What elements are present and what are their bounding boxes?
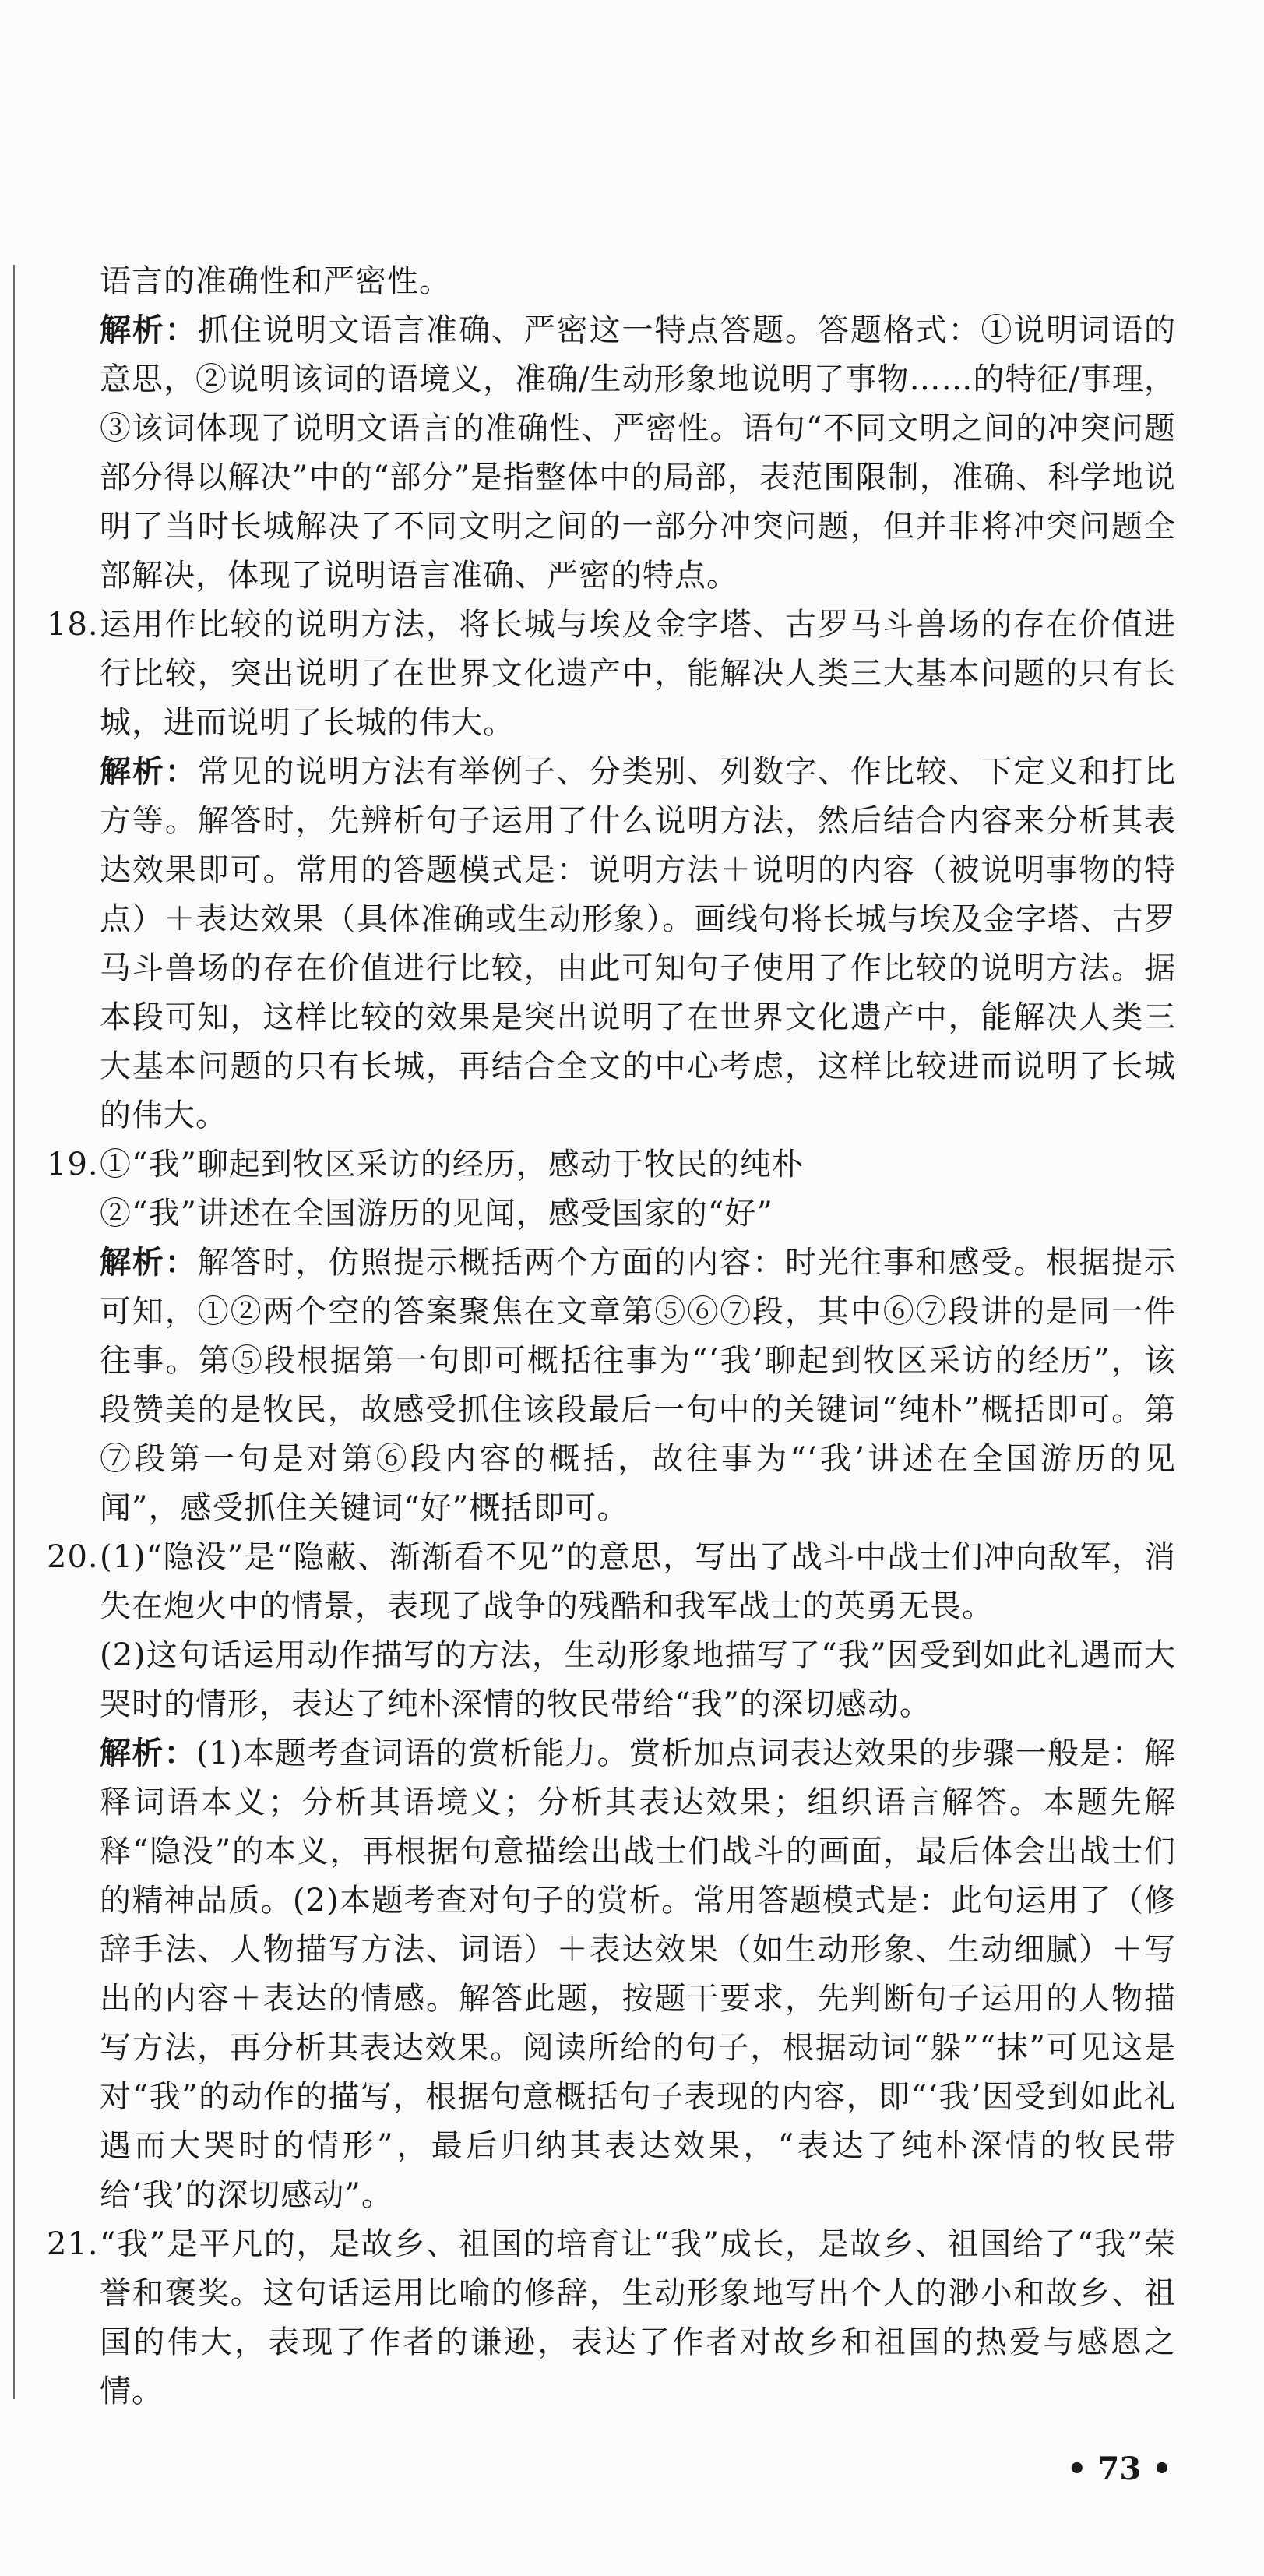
- answer-text: (2)这句话运用动作描写的方法，生动形象地描写了“我”因受到如此礼遇而大哭时的情形，表达了纯朴深情的牧民带给“我”的深切感动。: [100, 1637, 1176, 1722]
- answer-text: (1)“隐没”是“隐蔽、渐渐看不见”的意思，写出了战斗中战士们冲向敌军，消失在炮火中的情景，表现了战争的残酷和我军战士的英勇无畏。: [100, 1539, 1176, 1624]
- analysis-paragraph: [47, 1239, 1176, 1533]
- answer-text: ①“我”聊起到牧区采访的经历，感动于牧民的纯朴: [100, 1147, 804, 1182]
- analysis-label: 解析：: [100, 1245, 198, 1281]
- analysis-label: 解析：: [100, 1736, 196, 1771]
- analysis-text: 解答时，仿照提示概括两个方面的内容：时光往事和感受。根据提示可知，①②两个空的答案聚焦在文章第⑤⑥⑦段，其中⑥⑦段讲的是同一件往事。第⑤段根据第一句即可概括往事为“‘我’聊起到牧区采访的经历”，该段赞美的是牧民，故感受抓住该段最后一句中的关键词“纯朴”概括即可。第⑦段第一句是对第⑥段内容的概括，故往事为“‘我’讲述在全国游历的见闻”，感受抓住关键词“好”概括即可。: [100, 1245, 1176, 1526]
- intro-block: [47, 257, 1176, 601]
- answer-text: “我”是平凡的，是故乡、祖国的培育让“我”成长，是故乡、祖国给了“我”荣誉和褒奖。这句话运用比喻的修辞，生动形象地写出个人的渺小和故乡、祖国的伟大，表现了作者的谦逊，表达了作者对故乡和祖国的热爱与感恩之情。: [100, 2226, 1176, 2409]
- analysis-text: 抓住说明文语言准确、严密这一特点答题。答题格式：①说明词语的意思，②说明该词的语境义，准确/生动形象地说明了事物……的特征/事理，③该词体现了说明文语言的准确性、严密性。语句“不同文明之间的冲突问题部分得以解决”中的“部分”是指整体中的局部，表范围限制，准确、科学地说明了当时长城解决了不同文明之间的一部分冲突问题，但并非将冲突问题全部解决，体现了说明语言准确、严密的特点。: [100, 312, 1176, 594]
- analysis-paragraph: [47, 1729, 1176, 2220]
- question-item-18: [47, 601, 1176, 1140]
- answer-text: ②“我”讲述在全国游历的见闻，感受国家的“好”: [100, 1196, 773, 1232]
- question-number: 20.: [47, 1539, 99, 1575]
- margin-line: [13, 265, 15, 2399]
- analysis-text: 常见的说明方法有举例子、分类别、列数字、作比较、下定义和打比方等。解答时，先辨析句子运用了什么说明方法，然后结合内容来分析其表达效果即可。常用的答题模式是：说明方法＋说明的内容（被说明事物的特点）＋表达效果（具体准确或生动形象）。画线句将长城与埃及金字塔、古罗马斗兽场的存在价值进行比较，由此可知句子使用了作比较的说明方法。据本段可知，这样比较的效果是突出说明了在世界文化遗产中，能解决人类三大基本问题的只有长城，再结合全文的中心考虑，这样比较进而说明了长城的伟大。: [100, 754, 1176, 1133]
- question-item-21: [47, 2220, 1176, 2416]
- analysis-text: (1)本题考查词语的赏析能力。赏析加点词表达效果的步骤一般是：解释词语本义；分析其语境义；分析其表达效果；组织语言解答。本题先解释“隐没”的本义，再根据句意描绘出战士们战斗的画面，最后体会出战士们的精神品质。(2)本题考查对句子的赏析。常用答题模式是：此句运用了（修辞手法、人物描写方法、词语）＋表达效果（如生动形象、生动细腻）＋写出的内容＋表达的情感。解答此题，按题干要求，先判断句子运用的人物描写方法，再分析其表达效果。阅读所给的句子，根据动词“躲”“抹”可见这是对“我”的动作的描写，根据句意概括句子表现的内容，即“‘我’因受到如此礼遇而大哭时的情形”，最后归纳其表达效果，“表达了纯朴深情的牧民带给‘我’的深切感动”。: [100, 1736, 1176, 2213]
- question-item-19: [47, 1140, 1176, 1533]
- answer-content: [47, 257, 1176, 2416]
- answer-text: 运用作比较的说明方法，将长城与埃及金字塔、古罗马斗兽场的存在价值进行比较，突出说明了在世界文化遗产中，能解决人类三大基本问题的只有长城，进而说明了长城的伟大。: [100, 607, 1176, 741]
- question-number: 19.: [47, 1147, 99, 1182]
- page-number: • 73 •: [1067, 2451, 1172, 2487]
- analysis-paragraph: [47, 748, 1176, 1140]
- analysis-label: 解析：: [100, 754, 198, 790]
- intro-analysis: [47, 306, 1176, 601]
- analysis-label: 解析：: [100, 312, 198, 348]
- question-item-20: [47, 1533, 1176, 2220]
- question-number: 21.: [47, 2226, 99, 2262]
- question-number: 18.: [47, 607, 99, 643]
- intro-line: 语言的准确性和严密性。: [100, 263, 451, 299]
